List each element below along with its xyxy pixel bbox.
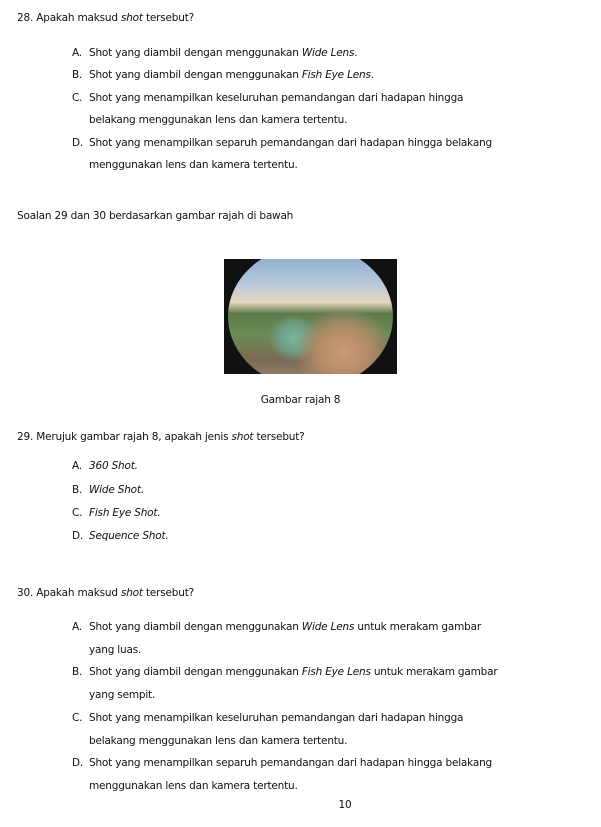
q30-option-c: C. Shot yang menampilkan keseluruhan pemandangan dari hadapan hingga	[72, 712, 464, 724]
q29-option-b: B. Wide Shot.	[72, 484, 144, 496]
q30-option-b: B. Shot yang diambil dengan menggunakan Fish Eye Lens untuk merakam gambar	[72, 666, 498, 678]
fisheye-photo	[224, 259, 397, 374]
q28-option-c: C. Shot yang menampilkan keseluruhan pemandangan dari hadapan hingga	[72, 92, 464, 104]
q28-option-d-cont: menggunakan lens dan kamera tertentu.	[89, 159, 298, 171]
intro-text: Soalan 29 dan 30 berdasarkan gambar rajah di bawah	[17, 210, 294, 222]
q30-option-d-cont: menggunakan lens dan kamera tertentu.	[89, 780, 298, 792]
q28-option-c-cont: belakang menggunakan lens dan kamera tertentu.	[89, 114, 348, 126]
question-29: 29. Merujuk gambar rajah 8, apakah jenis shot tersebut?	[17, 431, 305, 443]
q28-option-a: A. Shot yang diambil dengan menggunakan Wide Lens.	[72, 47, 358, 59]
figure-caption: Gambar rajah 8	[260, 394, 341, 406]
q30-option-c-cont: belakang menggunakan lens dan kamera tertentu.	[89, 735, 348, 747]
fisheye-lens-image	[228, 259, 393, 374]
q30-option-d: D. Shot yang menampilkan separuh pemandangan dari hadapan hingga belakang	[72, 757, 493, 769]
q30-option-b-cont: yang sempit.	[89, 689, 156, 701]
q30-option-a-cont: yang luas.	[89, 644, 142, 656]
q29-option-d: D. Sequence Shot.	[72, 530, 169, 542]
question-28: 28. Apakah maksud shot tersebut?	[17, 12, 194, 24]
q29-option-a: A. 360 Shot.	[72, 460, 138, 472]
q30-option-a: A. Shot yang diambil dengan menggunakan Wide Lens untuk merakam gambar	[72, 621, 481, 633]
question-30: 30. Apakah maksud shot tersebut?	[17, 587, 194, 599]
q29-option-c: C. Fish Eye Shot.	[72, 507, 161, 519]
q28-option-b: B. Shot yang diambil dengan menggunakan Fish Eye Lens.	[72, 69, 374, 81]
q28-option-d: D. Shot yang menampilkan separuh pemandangan dari hadapan hingga belakang	[72, 137, 493, 149]
page-number: 10	[338, 799, 352, 811]
